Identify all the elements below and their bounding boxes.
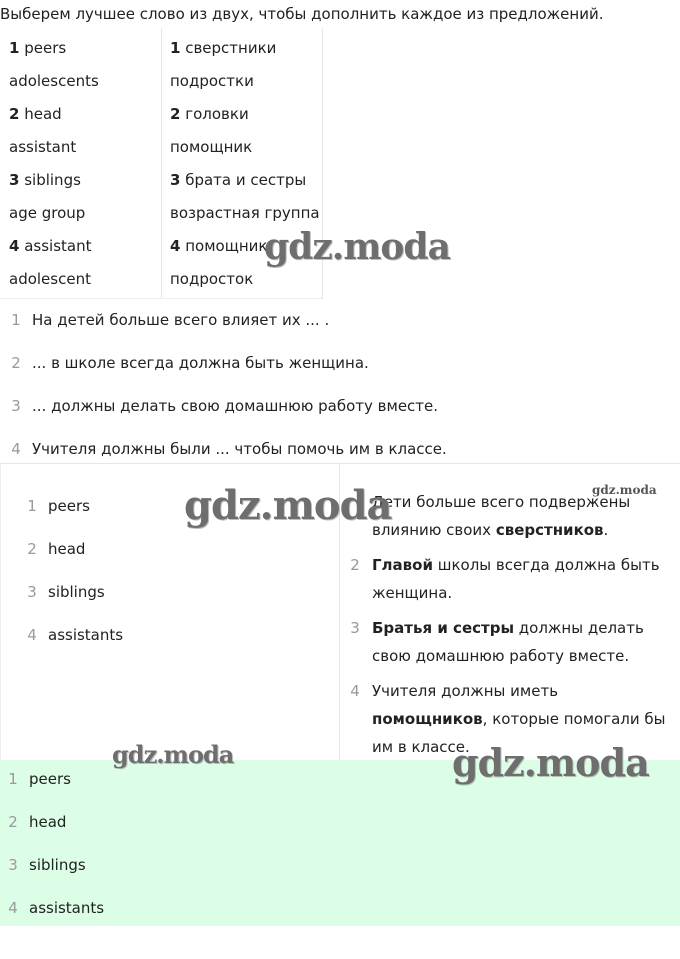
answer-text-after: школы всегда должна быть женщина.: [372, 556, 660, 602]
vocab-number: 3: [9, 171, 20, 189]
vocab-number: 2: [170, 105, 181, 123]
answer-text-after: .: [603, 521, 609, 539]
sentence-item: [0, 346, 680, 389]
answer-word-item: [16, 484, 123, 527]
vocab-row: [9, 226, 99, 259]
item-number: 3: [27, 583, 37, 601]
vocab-number: 4: [170, 237, 181, 255]
item-number: 2: [27, 540, 37, 558]
summary-answer-word: siblings: [29, 856, 86, 874]
item-number: 2: [350, 556, 360, 574]
vocab-row: [170, 127, 320, 160]
answer-sentence-item: [352, 551, 670, 607]
vocab-number: 3: [170, 171, 181, 189]
summary-answer-item: [0, 805, 104, 848]
vocab-row: [170, 160, 320, 193]
vocab-word: assistant: [9, 138, 77, 156]
answer-key-word: помощников: [372, 710, 483, 728]
task-instruction: Выберем лучшее слово из двух, чтобы дополнить каждое из предложений.: [0, 5, 604, 23]
answer-word: siblings: [48, 583, 105, 601]
vocab-word: assistant: [24, 237, 92, 255]
vocab-row: [9, 127, 99, 160]
summary-answer-word: assistants: [29, 899, 105, 917]
vocab-row: [9, 160, 99, 193]
answer-key-word: Братья и сестры: [372, 619, 515, 637]
vocab-row: [9, 259, 99, 292]
answer-word-item: [16, 570, 123, 613]
sentence-item: [0, 389, 680, 432]
summary-answer-word: peers: [29, 770, 71, 788]
item-number: 3: [8, 856, 18, 874]
vocab-word: возрастная группа: [170, 204, 320, 222]
sentence-text: ... должны делать свою домашнюю работу вместе.: [32, 397, 439, 415]
vocab-row: [9, 193, 99, 226]
watermark-logo: gdz.moda: [264, 226, 450, 268]
vocab-word: подростки: [170, 72, 254, 90]
sentence-text: Учителя должны были ... чтобы помочь им в классе.: [32, 440, 447, 458]
vocab-word: помощник: [185, 237, 268, 255]
answer-key-word: сверстников: [495, 521, 604, 539]
summary-answer-item: [0, 848, 104, 891]
summary-answer-item: [0, 891, 104, 934]
vocab-word: adolescent: [9, 270, 91, 288]
vocabulary-english-column: [9, 28, 99, 292]
sentence-list: [0, 303, 680, 475]
item-number: 4: [350, 682, 360, 700]
item-number: 2: [11, 354, 21, 372]
summary-answer-item: [0, 762, 104, 805]
answer-text-before: Учителя должны иметь: [372, 682, 559, 700]
answer-word: assistants: [48, 626, 124, 644]
sentence-text: ... в школе всегда должна быть женщина.: [32, 354, 369, 372]
item-number: 2: [8, 813, 18, 831]
vocab-word: брата и сестры: [185, 171, 307, 189]
answer-sentence: [352, 551, 670, 607]
sentence-item: [0, 303, 680, 346]
item-number: 3: [11, 397, 21, 415]
answer-text-before: Дети больше всего подвержены влиянию своих: [372, 493, 631, 539]
vocab-row: [170, 61, 320, 94]
item-number: 4: [27, 626, 37, 644]
vocab-number: 1: [170, 39, 181, 57]
vocab-word: siblings: [24, 171, 81, 189]
item-number: 4: [11, 440, 21, 458]
answer-word: peers: [48, 497, 90, 515]
answer-text-after: должны делать свою домашнюю работу вместе.: [372, 619, 644, 665]
vocab-row: [9, 28, 99, 61]
item-number: 1: [8, 770, 18, 788]
item-number: 4: [8, 899, 18, 917]
answer-key-word: Главой: [372, 556, 433, 574]
vocab-number: 4: [9, 237, 20, 255]
vocab-number: 1: [9, 39, 20, 57]
vocab-number: 2: [9, 105, 20, 123]
vocab-word: сверстники: [185, 39, 277, 57]
vocab-word: головки: [185, 105, 249, 123]
sentence-text: На детей больше всего влияет их ... .: [32, 311, 330, 329]
watermark-logo: gdz.moda: [452, 740, 649, 785]
vocab-word: head: [24, 105, 62, 123]
vocab-word: adolescents: [9, 72, 99, 90]
answer-sentence: [352, 614, 670, 670]
watermark-logo: gdz.moda: [184, 482, 392, 529]
answer-sentences-panel: [352, 488, 670, 768]
item-number: 1: [11, 311, 21, 329]
vocab-word: помощник: [170, 138, 253, 156]
item-number: 1: [27, 497, 37, 515]
item-number: 3: [350, 619, 360, 637]
vocab-row: [170, 94, 320, 127]
summary-answer-word: head: [29, 813, 67, 831]
vocab-word: подросток: [170, 270, 254, 288]
answer-text-after: , которые помогали бы им в классе.: [372, 710, 666, 756]
vocab-row: [170, 193, 320, 226]
answer-word-item: [16, 613, 123, 656]
watermark-logo: gdz.moda: [112, 740, 234, 769]
column-divider: [161, 28, 162, 298]
watermark-logo: gdz.moda: [592, 483, 657, 497]
vocab-row: [170, 28, 320, 61]
vocab-word: age group: [9, 204, 86, 222]
vocab-row: [9, 94, 99, 127]
vocab-row: [9, 61, 99, 94]
answer-word: head: [48, 540, 86, 558]
answer-word-item: [16, 527, 123, 570]
vocab-word: peers: [24, 39, 67, 57]
answer-sentence-item: [352, 614, 670, 670]
